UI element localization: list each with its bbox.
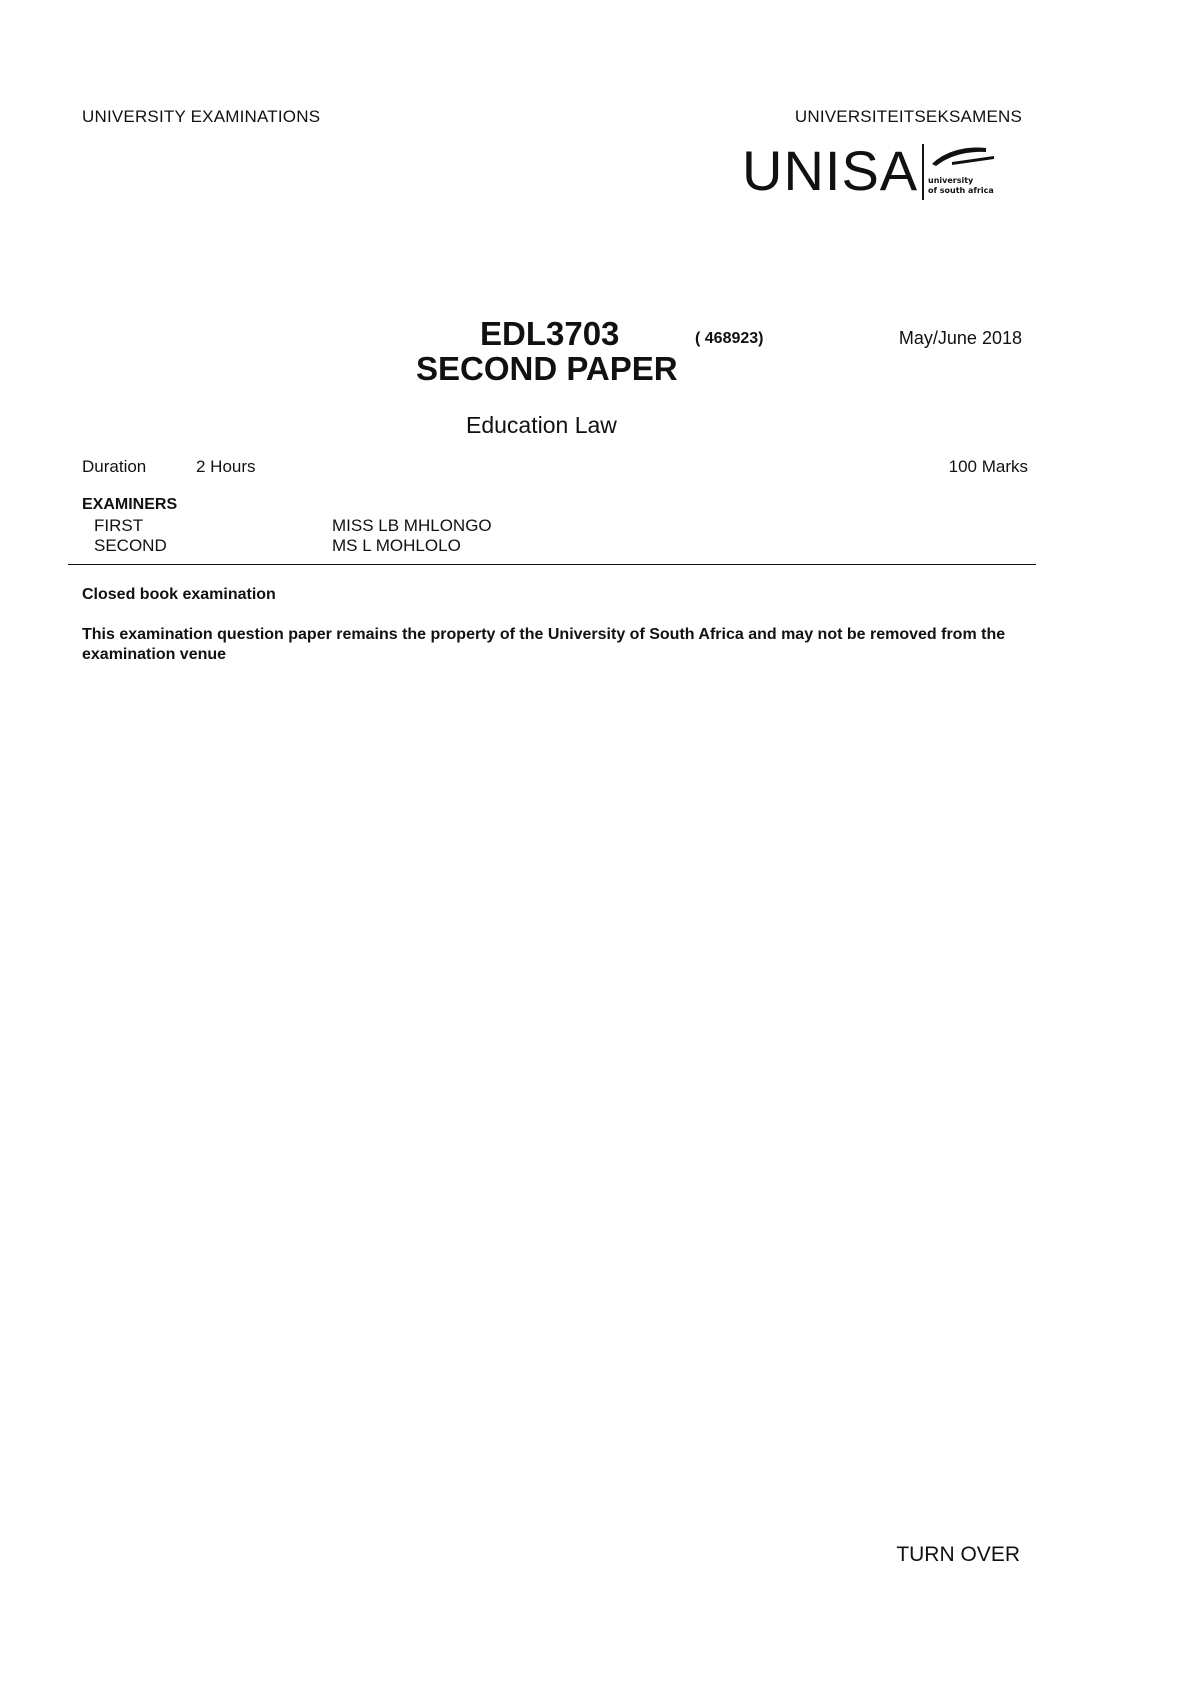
examiner-name-first: MISS LB MHLONGO [332,516,492,535]
logo-divider [922,144,924,200]
examiners-heading: EXAMINERS [82,496,178,513]
section-divider [68,564,1036,565]
course-code: EDL3703 [480,315,620,352]
duration-value: 2 Hours [196,457,256,476]
examiner-role-second: SECOND [94,536,167,555]
total-marks: 100 Marks [948,457,1028,476]
turn-over-label: TURN OVER [896,1543,1020,1566]
logo-wordmark: UNISA [742,139,919,202]
unisa-logo [742,140,1012,202]
examiner-name-second: MS L MOHLOLO [332,536,461,555]
header-left-text: UNIVERSITY EXAMINATIONS [82,107,321,126]
header-right-text: UNIVERSITEITSEKSAMENS [794,107,1022,126]
logo-tagline-line1: university [928,176,974,185]
logo-emblem-icon [928,144,998,170]
examiner-role-first: FIRST [94,516,144,535]
paper-number: ( 468923) [695,330,764,347]
paper-title: SECOND PAPER [416,350,678,387]
subject-title: Education Law [466,412,617,438]
duration-label: Duration [82,457,147,476]
logo-tagline-line2: of south africa [928,186,994,195]
closed-book-notice: Closed book examination [82,586,276,603]
property-notice: This examination question paper remains the property of the University of South Africa and may not be removed from the examination venue [82,626,1006,663]
exam-session: May/June 2018 [898,328,1022,348]
